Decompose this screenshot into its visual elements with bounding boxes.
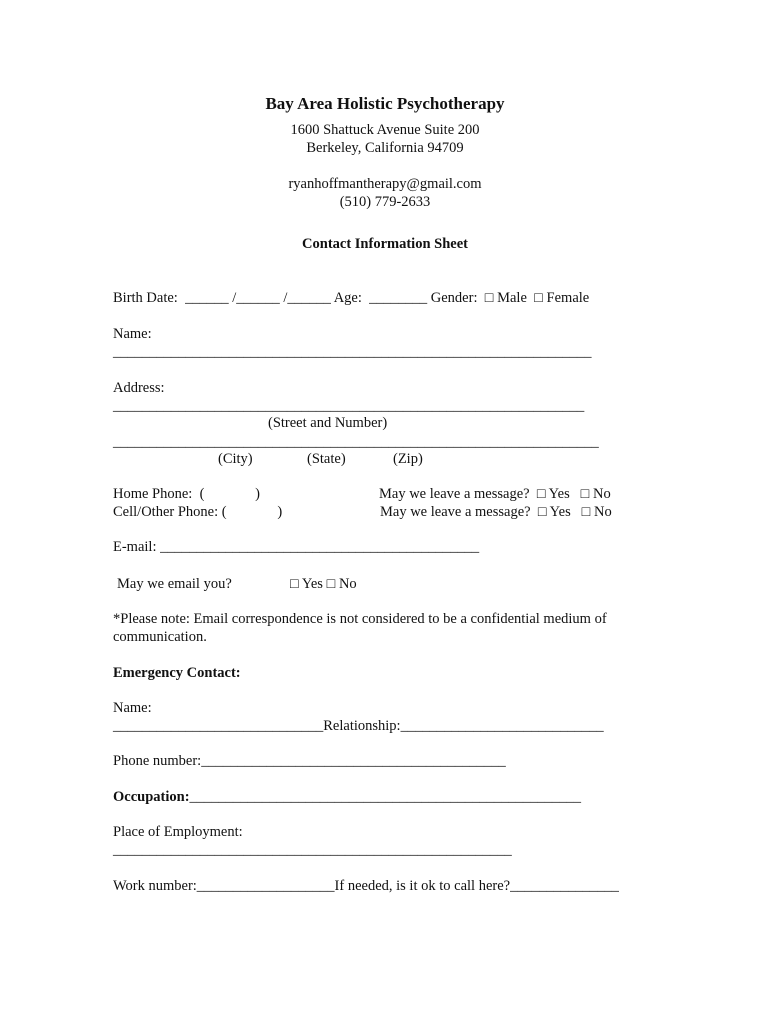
emergency-name-label: Name: (113, 700, 152, 716)
email-permission-options[interactable]: □ Yes □ No (290, 576, 357, 592)
email-note-line-2: communication. (113, 629, 207, 645)
emergency-phone-field[interactable]: Phone number:__________________________________________ (113, 753, 506, 769)
practice-phone: (510) 779-2633 (339, 194, 431, 210)
email-note-line-1: *Please note: Email correspondence is not considered to be a confidential medium of (113, 611, 607, 627)
address-label: Address: (113, 380, 165, 396)
home-message-question[interactable]: May we leave a message? □ Yes □ No (379, 486, 611, 502)
work-number-field[interactable]: Work number:___________________If needed, is it ok to call here?_______________ (113, 878, 619, 894)
city-caption: (City) (218, 451, 253, 467)
occupation-row (113, 788, 581, 806)
occupation-label: Occupation: (113, 789, 190, 805)
name-field[interactable]: __________________________________________________________________ (113, 344, 592, 360)
birth-date-age-gender-line[interactable]: Birth Date: ______ /______ /______ Age: ________ Gender: □ Male □ Female (113, 290, 590, 306)
city-state-zip-field[interactable]: ___________________________________________________________________ (113, 434, 599, 450)
state-caption: (State) (307, 451, 346, 467)
cell-message-question[interactable]: May we leave a message? □ Yes □ No (380, 504, 612, 520)
place-of-employment-label: Place of Employment: (113, 824, 243, 840)
place-of-employment-field[interactable]: _______________________________________________________ (113, 842, 512, 858)
practice-name: Bay Area Holistic Psychotherapy (265, 94, 505, 113)
occupation-field[interactable]: ______________________________________________________ (189, 789, 582, 805)
email-permission-question: May we email you? (117, 576, 232, 592)
practice-email: ryanhoffmantherapy@gmail.com (288, 176, 482, 192)
zip-caption: (Zip) (393, 451, 423, 467)
form-title: Contact Information Sheet (302, 236, 468, 252)
address-line-2: Berkeley, California 94709 (306, 140, 464, 156)
cell-phone-field[interactable]: Cell/Other Phone: ( ) (113, 504, 283, 520)
name-label: Name: (113, 326, 152, 342)
emergency-contact-heading: Emergency Contact: (113, 665, 241, 681)
street-caption: (Street and Number) (268, 415, 388, 431)
home-phone-field[interactable]: Home Phone: ( ) (113, 486, 260, 502)
street-field[interactable]: _________________________________________________________________ (113, 398, 585, 414)
emergency-name-relationship-field[interactable]: _____________________________Relationship:____________________________ (113, 718, 604, 734)
address-line-1: 1600 Shattuck Avenue Suite 200 (290, 122, 480, 138)
email-field[interactable]: E-mail: ____________________________________________ (113, 539, 480, 555)
